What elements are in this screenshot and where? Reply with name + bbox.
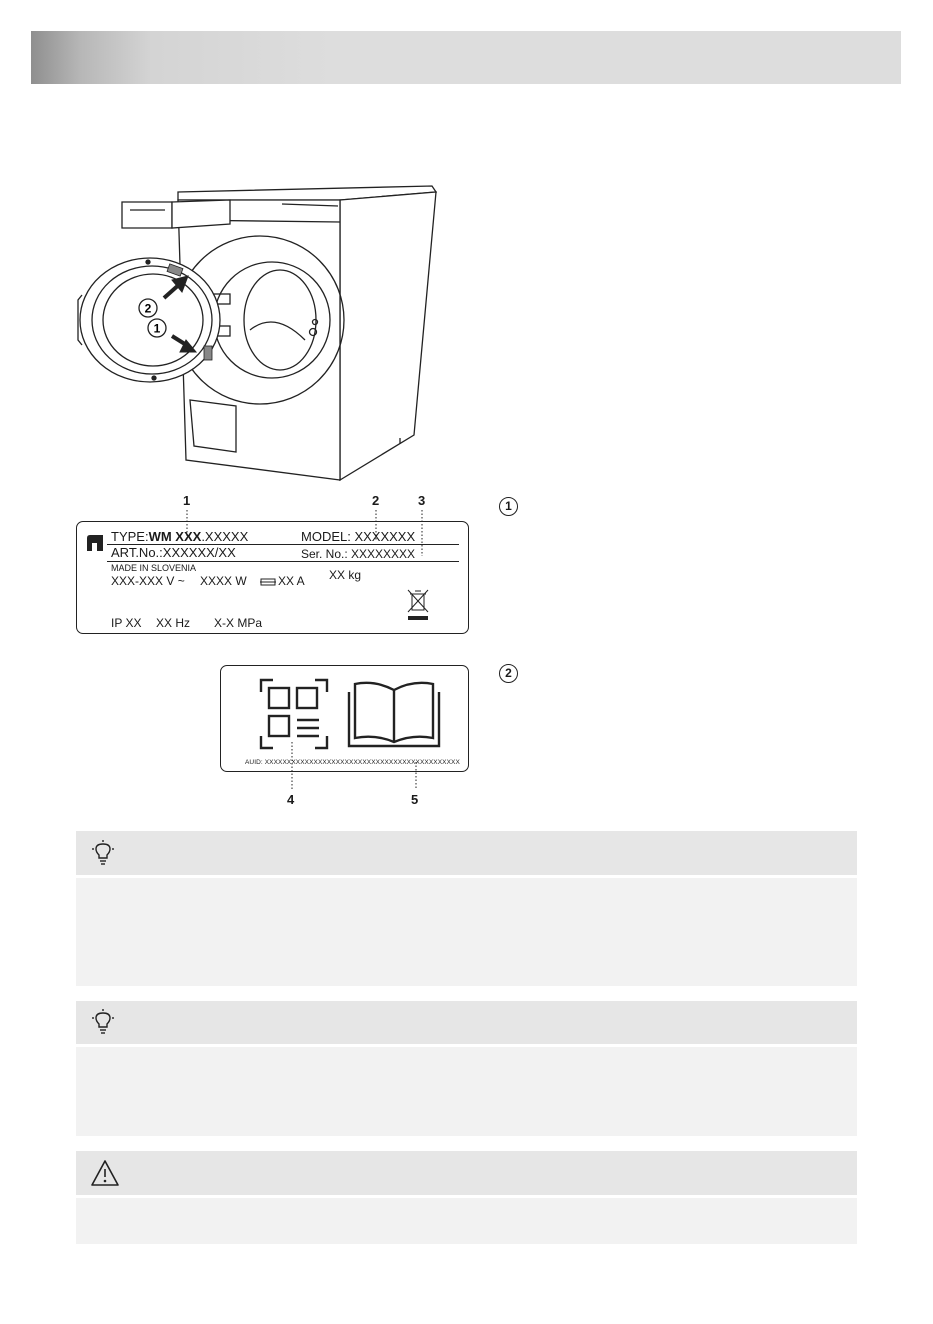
capacity-text: XX kg [329, 568, 362, 582]
lightbulb-icon [90, 1009, 116, 1035]
warning-note-body [76, 1198, 857, 1244]
power-text: XXXX W [200, 574, 247, 588]
callout-2: 2 [372, 493, 380, 508]
type-label: TYPE: [111, 529, 149, 544]
marker-1: 1 [499, 497, 518, 516]
tip-note-2-body [76, 1047, 857, 1136]
tip-note-1-header [76, 831, 857, 875]
type-model: WM XXX [148, 529, 202, 544]
callout-4: 4 [287, 792, 295, 807]
manual-book-icon [345, 680, 443, 750]
qr-code-icon [259, 678, 329, 750]
tip-note-1-body [76, 878, 857, 986]
frequency-text: XX Hz [156, 616, 191, 630]
made-in-text: MADE IN SLOVENIA [111, 563, 197, 573]
brand-logo [85, 534, 105, 552]
pressure-text: X-X MPa [214, 616, 263, 630]
weee-bin-icon [405, 588, 431, 622]
voltage-text: XXX-XXX V ~ [111, 574, 185, 588]
ser-no-text: Ser. No.: XXXXXXXX [301, 547, 416, 561]
arrow-label-1: 1 [153, 321, 161, 336]
callout-3: 3 [418, 493, 426, 508]
fuse-icon [260, 578, 276, 586]
warning-note-header [76, 1151, 857, 1195]
model-text: MODEL: XXXXXXX [301, 529, 416, 544]
ip-text: IP XX [111, 616, 142, 630]
callout-1: 1 [183, 493, 191, 508]
fuse-text: XX A [278, 574, 305, 588]
type-suffix: .XXXXX [201, 529, 249, 544]
art-no-text: ART.No.:XXXXXX/XX [111, 545, 236, 560]
callout-5: 5 [411, 792, 419, 807]
warning-icon [90, 1159, 120, 1187]
rating-plate [76, 521, 469, 634]
tip-note-2-header [76, 1001, 857, 1044]
lightbulb-icon [90, 840, 116, 866]
arrow-label-2: 2 [144, 301, 152, 316]
qr-label [220, 665, 469, 772]
auid-text: AUID: XXXXXXXXXXXXXXXXXXXXXXXXXXXXXXXXXXXXXXXXXXXX [245, 759, 460, 766]
marker-2: 2 [499, 664, 518, 683]
